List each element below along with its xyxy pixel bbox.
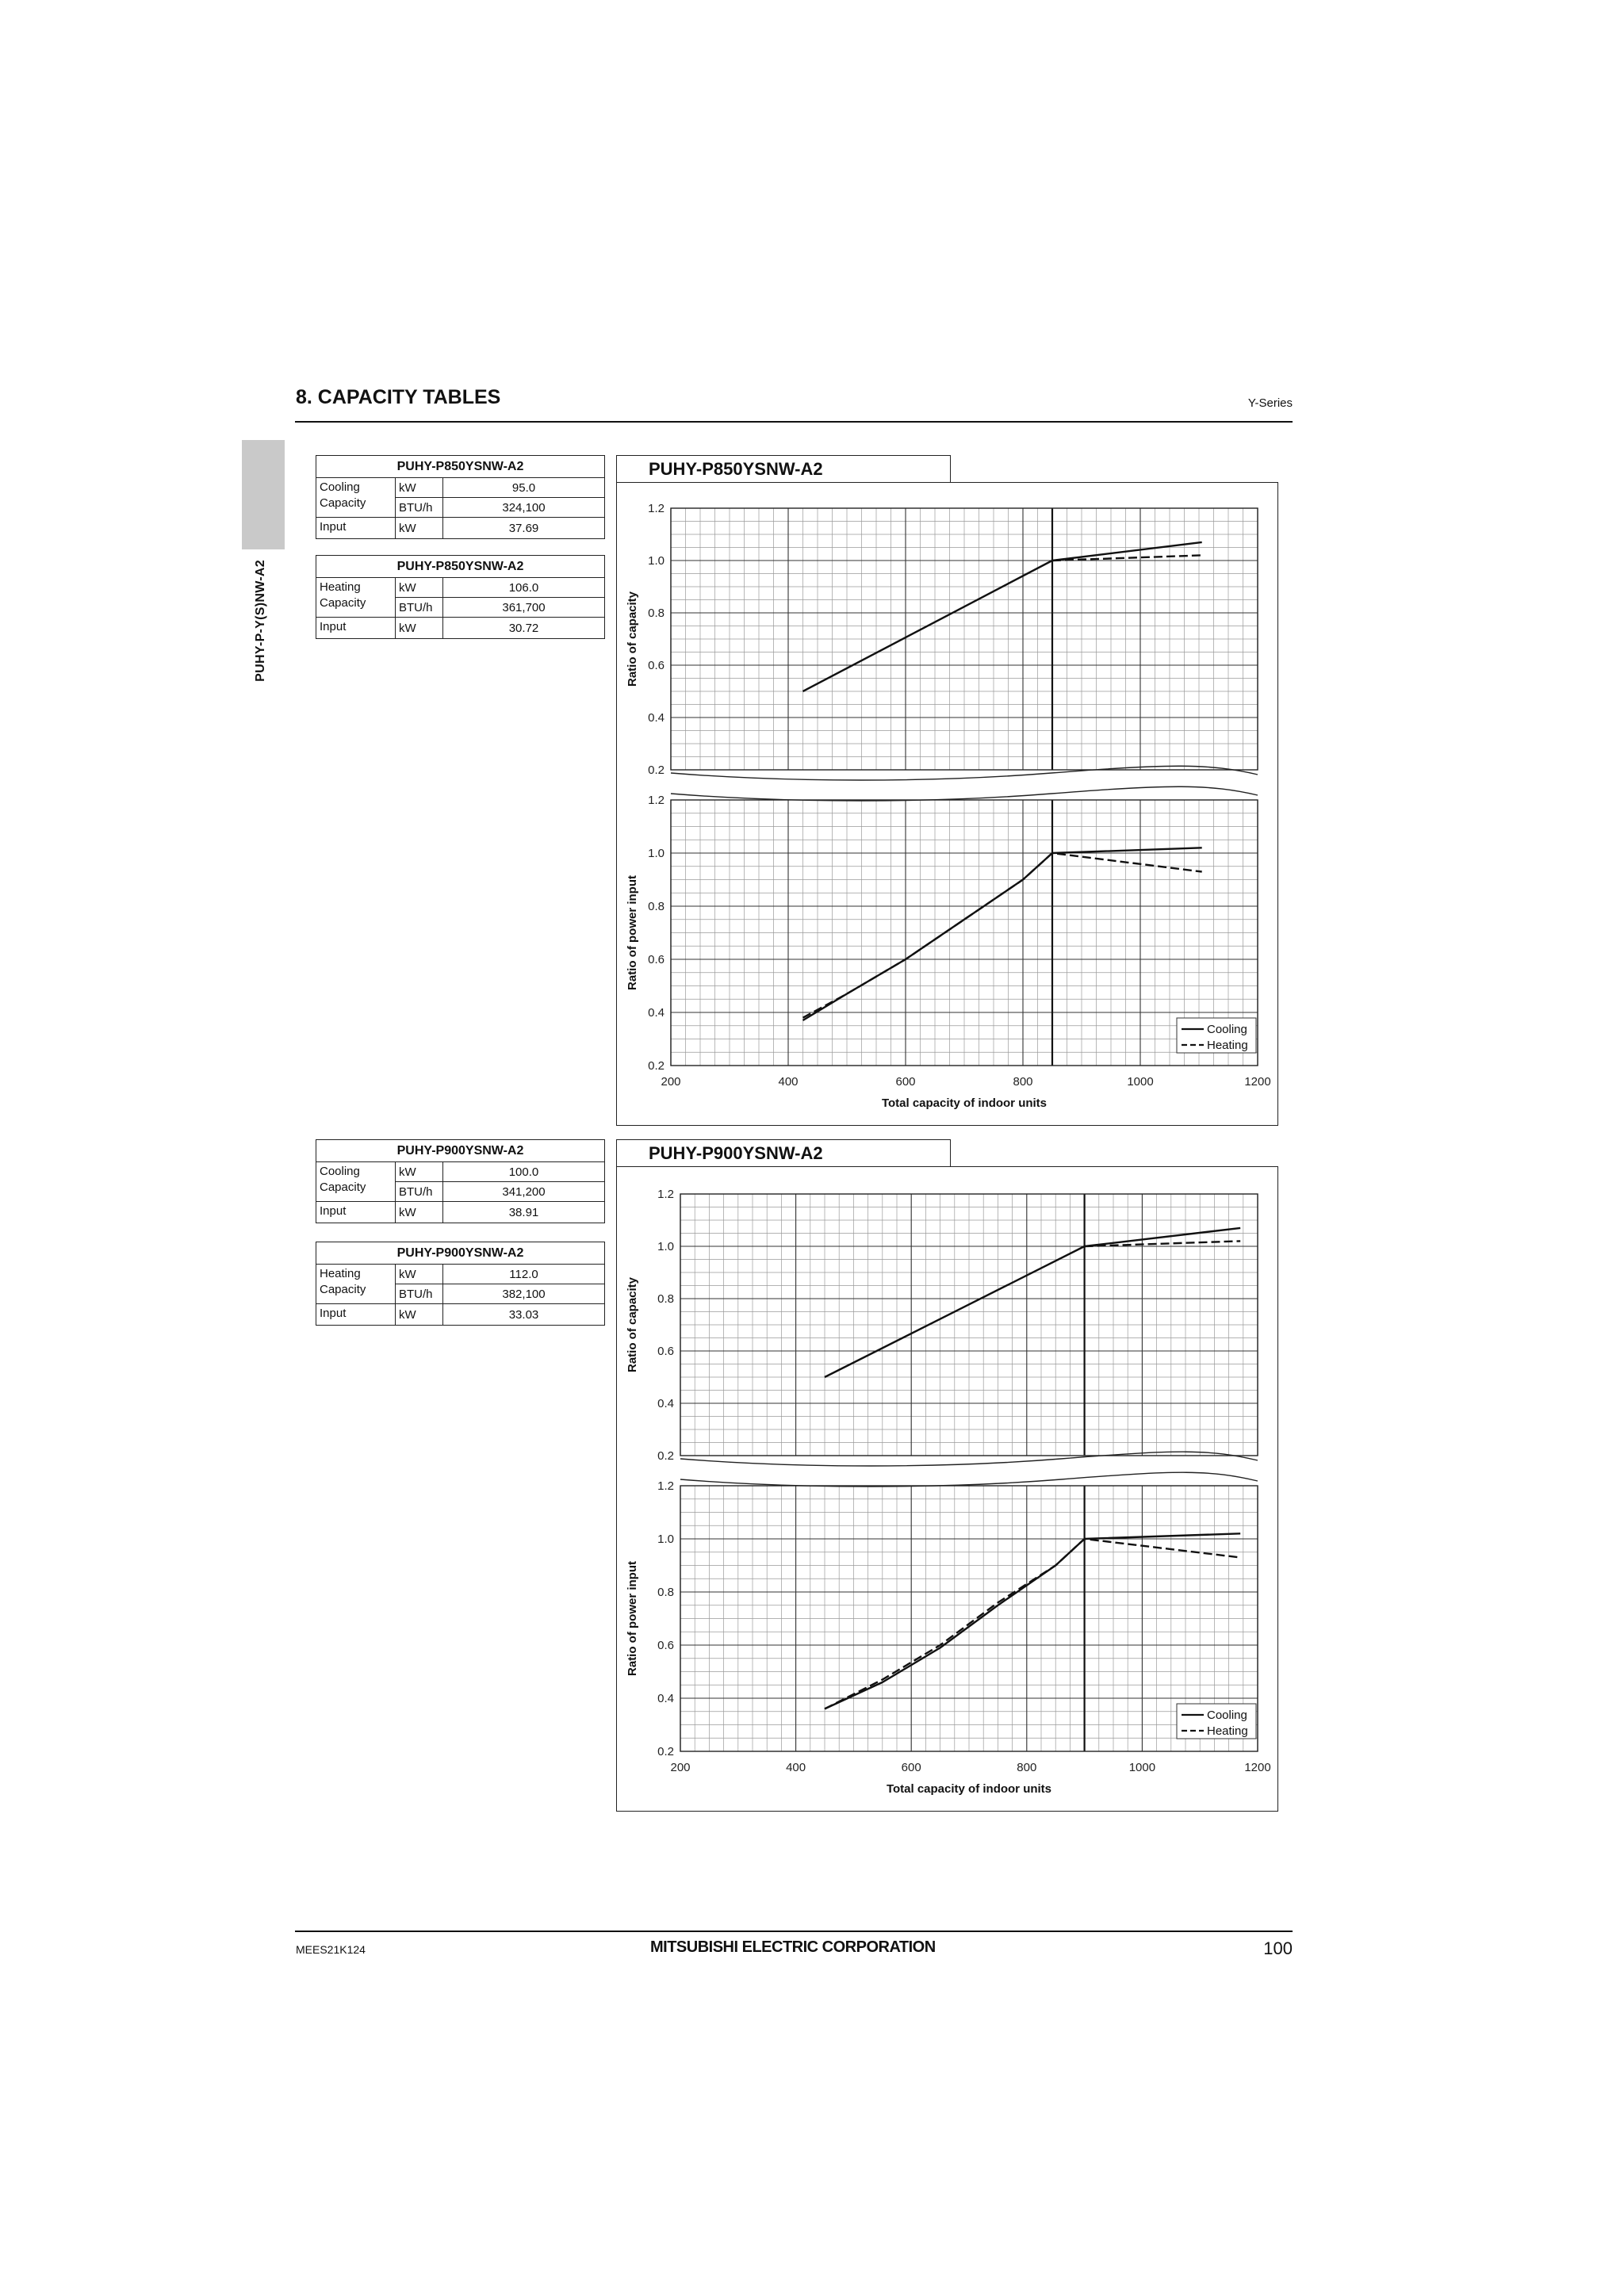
footer-divider [295, 1931, 1293, 1932]
capacity-chart-p850 [617, 483, 1277, 1125]
x-axis-label: Total capacity of indoor units [886, 1782, 1052, 1796]
series-line-heating [825, 1539, 1240, 1709]
value-cell: 95.0 [443, 478, 605, 498]
series-line-heating [803, 853, 1202, 1018]
y-axis-label: Ratio of capacity [626, 1276, 639, 1373]
x-tick-label: 600 [901, 1761, 921, 1774]
category-label: Heating Capacity [316, 578, 396, 618]
unit-cell: kW [396, 1162, 443, 1182]
y-tick-label: 1.2 [648, 502, 665, 515]
y-tick-label: 0.2 [648, 763, 665, 777]
unit-cell: kW [396, 1304, 443, 1326]
chart-legend [1177, 1018, 1256, 1053]
legend-entry: Heating [1207, 1724, 1248, 1738]
unit-cell: BTU/h [396, 498, 443, 518]
unit-cell: BTU/h [396, 1182, 443, 1202]
x-tick-label: 200 [670, 1761, 691, 1774]
side-label-text: PUHY-P-Y(S)NW-A2 [254, 560, 267, 682]
y-axis-label: Ratio of power input [626, 875, 639, 990]
value-cell: 112.0 [443, 1265, 605, 1284]
power-input-subplot [626, 1479, 1258, 1758]
y-axis-label: Ratio of power input [626, 1561, 639, 1676]
input-label: Input [316, 518, 396, 539]
unit-cell: BTU/h [396, 598, 443, 618]
series-line-cooling [825, 1533, 1240, 1709]
y-tick-label: 0.8 [648, 607, 665, 620]
y-tick-label: 0.2 [648, 1059, 665, 1073]
page-title: 8. CAPACITY TABLES [296, 386, 501, 408]
page-number: 100 [1263, 1938, 1293, 1958]
series-label: Y-Series [1247, 396, 1293, 410]
x-tick-label: 400 [778, 1075, 799, 1089]
company-name: MITSUBISHI ELECTRIC CORPORATION [650, 1938, 936, 1956]
y-tick-label: 0.8 [657, 1292, 674, 1306]
unit-cell: kW [396, 1265, 443, 1284]
unit-cell: kW [396, 578, 443, 598]
x-tick-label: 1200 [1244, 1075, 1271, 1089]
x-tick-label: 800 [1013, 1075, 1033, 1089]
value-cell: 33.03 [443, 1304, 605, 1326]
capacity-chart-p900 [617, 1167, 1277, 1811]
y-tick-label: 0.8 [657, 1586, 674, 1599]
cooling-spec-table-p900 [316, 1139, 605, 1223]
series-line-cooling [803, 848, 1202, 1020]
input-label: Input [316, 618, 396, 639]
table-title: PUHY-P850YSNW-A2 [316, 456, 605, 478]
category-label: Cooling Capacity [316, 478, 396, 518]
document-code: MEES21K124 [296, 1943, 366, 1956]
value-cell: 382,100 [443, 1284, 605, 1304]
axis-break-bottom [671, 786, 1258, 801]
chart-frame [616, 482, 1278, 1126]
chart-frame [616, 1166, 1278, 1812]
y-tick-label: 0.4 [657, 1397, 674, 1410]
value-cell: 30.72 [443, 618, 605, 639]
table-title: PUHY-P850YSNW-A2 [316, 556, 605, 578]
table-title: PUHY-P900YSNW-A2 [316, 1140, 605, 1162]
y-tick-label: 0.4 [648, 1006, 665, 1020]
category-label: Cooling Capacity [316, 1162, 396, 1202]
input-label: Input [316, 1202, 396, 1223]
heating-spec-table-p850 [316, 555, 605, 639]
x-tick-label: 1200 [1244, 1761, 1271, 1774]
axis-break-bottom [680, 1472, 1258, 1487]
cooling-spec-table-p850 [316, 455, 605, 539]
category-label: Heating Capacity [316, 1265, 396, 1304]
heating-spec-table-p900 [316, 1242, 605, 1326]
unit-cell: BTU/h [396, 1284, 443, 1304]
header-divider [295, 421, 1293, 423]
y-tick-label: 0.4 [657, 1692, 674, 1705]
value-cell: 106.0 [443, 578, 605, 598]
chart-title-tab: PUHY-P850YSNW-A2 [616, 455, 951, 483]
unit-cell: kW [396, 518, 443, 539]
y-tick-label: 1.2 [648, 794, 665, 807]
unit-cell: kW [396, 1202, 443, 1223]
y-tick-label: 0.6 [648, 953, 665, 966]
x-tick-label: 400 [786, 1761, 806, 1774]
y-tick-label: 0.2 [657, 1449, 674, 1463]
y-tick-label: 1.0 [648, 554, 665, 568]
series-line-cooling [803, 542, 1202, 691]
y-tick-label: 0.6 [648, 659, 665, 672]
x-tick-label: 200 [661, 1075, 681, 1089]
table-title: PUHY-P900YSNW-A2 [316, 1242, 605, 1265]
power-input-subplot [626, 794, 1258, 1073]
x-tick-label: 1000 [1128, 1761, 1156, 1774]
input-label: Input [316, 1304, 396, 1326]
y-tick-label: 0.6 [657, 1639, 674, 1652]
value-cell: 361,700 [443, 598, 605, 618]
y-tick-label: 1.0 [657, 1240, 674, 1253]
side-tab-marker [242, 440, 285, 549]
x-tick-label: 600 [895, 1075, 916, 1089]
y-tick-label: 1.0 [657, 1533, 674, 1546]
value-cell: 341,200 [443, 1182, 605, 1202]
capacity-subplot [626, 1188, 1258, 1463]
capacity-subplot [626, 502, 1258, 777]
chart-legend [1177, 1704, 1256, 1739]
y-tick-label: 0.4 [648, 711, 665, 725]
y-tick-label: 1.2 [657, 1188, 674, 1201]
unit-cell: kW [396, 618, 443, 639]
chart-title-tab: PUHY-P900YSNW-A2 [616, 1139, 951, 1167]
y-tick-label: 0.2 [657, 1745, 674, 1758]
y-tick-label: 0.6 [657, 1345, 674, 1358]
series-line-cooling [825, 1228, 1240, 1377]
unit-cell: kW [396, 478, 443, 498]
value-cell: 38.91 [443, 1202, 605, 1223]
y-axis-label: Ratio of capacity [626, 591, 639, 687]
y-tick-label: 1.2 [657, 1479, 674, 1493]
value-cell: 37.69 [443, 518, 605, 539]
legend-entry: Cooling [1207, 1023, 1247, 1036]
legend-entry: Heating [1207, 1039, 1248, 1052]
legend-entry: Cooling [1207, 1709, 1247, 1722]
x-tick-label: 800 [1017, 1761, 1037, 1774]
y-tick-label: 0.8 [648, 900, 665, 913]
value-cell: 100.0 [443, 1162, 605, 1182]
value-cell: 324,100 [443, 498, 605, 518]
x-axis-label: Total capacity of indoor units [881, 1096, 1048, 1110]
y-tick-label: 1.0 [648, 847, 665, 860]
x-tick-label: 1000 [1127, 1075, 1154, 1089]
